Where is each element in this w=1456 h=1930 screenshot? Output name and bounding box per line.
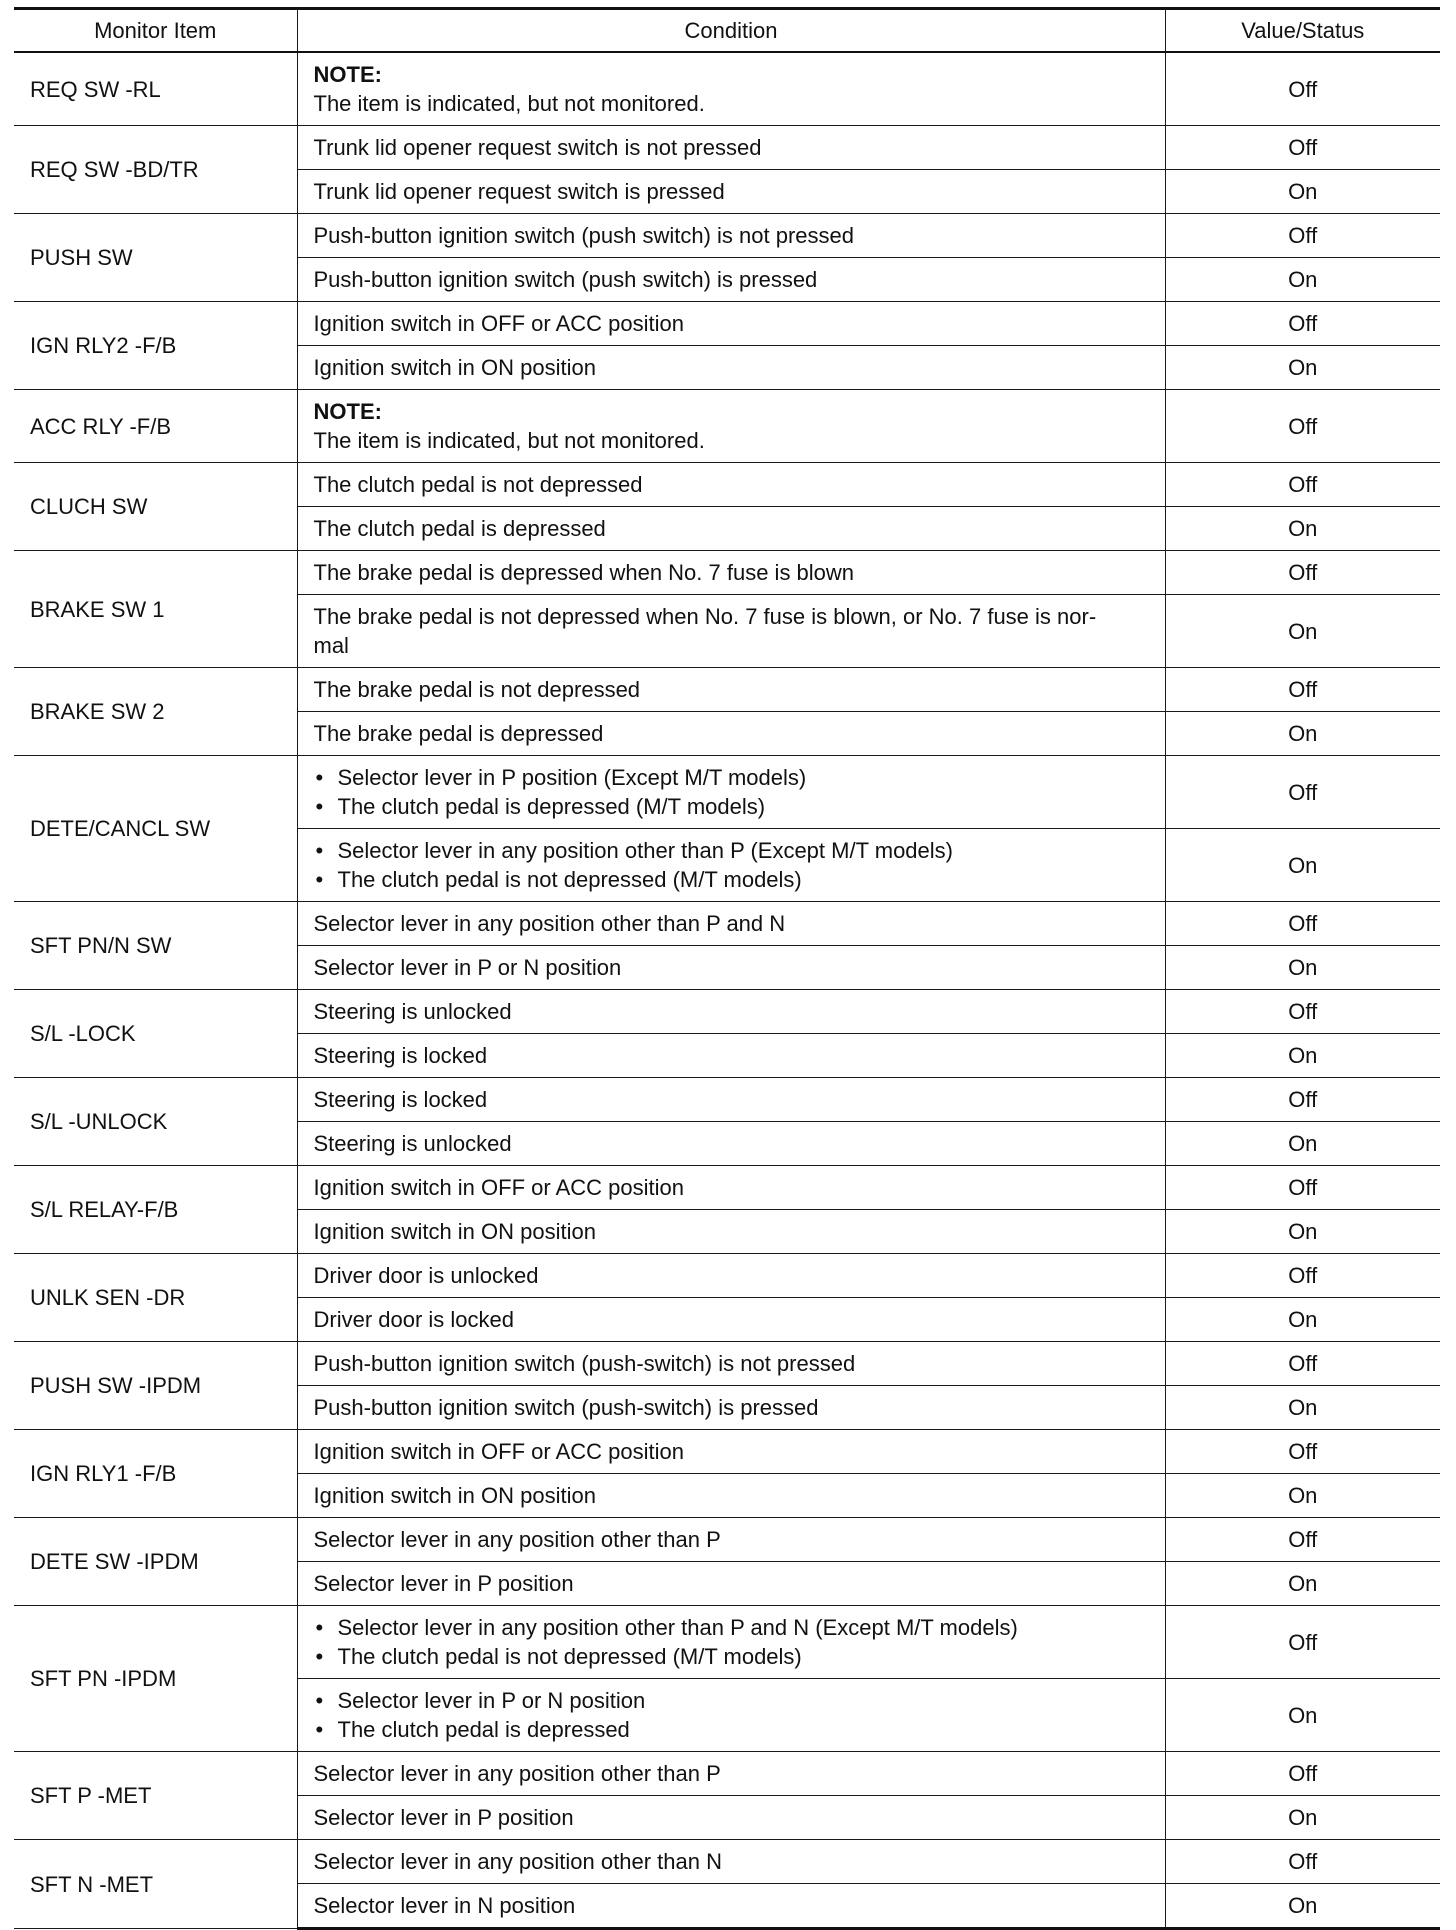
monitor-item-name: SFT N -MET: [14, 1840, 297, 1929]
condition-cell: [297, 1210, 1165, 1254]
monitor-item-name: REQ SW -RL: [14, 52, 297, 126]
monitor-item-name: IGN RLY2 -F/B: [14, 302, 297, 390]
condition-cell: [297, 463, 1165, 507]
condition-bullet: • The clutch pedal is depressed (M/T models): [314, 792, 1149, 821]
condition-cell: [297, 1122, 1165, 1166]
table-row: [14, 668, 1440, 712]
condition-cell: [297, 390, 1165, 463]
condition-bullet: • Selector lever in P or N position: [314, 1686, 1149, 1715]
condition-bullet: • The clutch pedal is not depressed (M/T models): [314, 1642, 1149, 1671]
condition-text: Steering is unlocked: [313, 999, 512, 1024]
monitor-item-name: DETE SW -IPDM: [14, 1518, 297, 1606]
value-status: Off: [1165, 668, 1440, 712]
monitor-item-name: S/L -LOCK: [14, 990, 297, 1078]
value-status: Off: [1165, 390, 1440, 463]
table-row: [14, 390, 1440, 463]
condition-cell: [297, 1254, 1165, 1298]
value-status: On: [1165, 712, 1440, 756]
value-status: On: [1165, 258, 1440, 302]
condition-cell: [297, 551, 1165, 595]
value-status: On: [1165, 595, 1440, 668]
condition-cell: [297, 52, 1165, 126]
condition-bullet-list: [314, 1686, 1149, 1744]
condition-text: Ignition switch in ON position: [313, 1483, 596, 1508]
monitor-item-name: CLUCH SW: [14, 463, 297, 551]
value-status: On: [1165, 1298, 1440, 1342]
note-label: NOTE:: [313, 399, 382, 424]
condition-text: Push-button ignition switch (push-switch) is not pressed: [313, 1351, 856, 1376]
value-status: On: [1165, 1474, 1440, 1518]
condition-cell: [297, 829, 1165, 902]
condition-cell: [297, 214, 1165, 258]
condition-cell: [297, 1078, 1165, 1122]
monitor-item-name: BRAKE SW 1: [14, 551, 297, 668]
table-header-row: [14, 9, 1440, 53]
condition-text: Selector lever in any position other than N: [313, 1849, 722, 1874]
condition-text: The clutch pedal is not depressed: [313, 472, 643, 497]
table-row: [14, 1840, 1440, 1884]
table-row: [14, 990, 1440, 1034]
condition-cell: [297, 1298, 1165, 1342]
monitor-item-name: IGN RLY1 -F/B: [14, 1430, 297, 1518]
condition-text: The clutch pedal is depressed: [313, 516, 606, 541]
condition-text: Selector lever in any position other than P: [313, 1527, 721, 1552]
value-status: On: [1165, 1884, 1440, 1929]
value-status: Off: [1165, 126, 1440, 170]
condition-text: Trunk lid opener request switch is not pressed: [313, 135, 762, 160]
header-value-status: Value/Status: [1165, 9, 1440, 53]
condition-cell: [297, 1679, 1165, 1752]
condition-text: Selector lever in P position: [313, 1805, 574, 1830]
monitor-item-name: BRAKE SW 2: [14, 668, 297, 756]
condition-cell: [297, 507, 1165, 551]
condition-text: The brake pedal is depressed: [313, 721, 604, 746]
condition-cell: [297, 902, 1165, 946]
condition-cell: [297, 1342, 1165, 1386]
condition-cell: [297, 1884, 1165, 1929]
condition-cell: [297, 1430, 1165, 1474]
table-row: [14, 126, 1440, 170]
condition-text: Push-button ignition switch (push switch) is pressed: [313, 267, 818, 292]
condition-bullet-list: [314, 1613, 1149, 1671]
condition-cell: [297, 1840, 1165, 1884]
table-row: [14, 463, 1440, 507]
value-status: On: [1165, 346, 1440, 390]
condition-cell: [297, 1166, 1165, 1210]
table-row: [14, 214, 1440, 258]
condition-text: Driver door is unlocked: [313, 1263, 539, 1288]
value-status: Off: [1165, 902, 1440, 946]
table-row: [14, 756, 1440, 829]
monitor-item-name: S/L -UNLOCK: [14, 1078, 297, 1166]
value-status: Off: [1165, 1752, 1440, 1796]
condition-bullet: • The clutch pedal is depressed: [314, 1715, 1149, 1744]
condition-cell: [297, 1752, 1165, 1796]
value-status: Off: [1165, 990, 1440, 1034]
monitor-item-name: REQ SW -BD/TR: [14, 126, 297, 214]
condition-cell: [297, 668, 1165, 712]
condition-cell: [297, 946, 1165, 990]
table-row: [14, 1166, 1440, 1210]
condition-text: Steering is unlocked: [313, 1131, 512, 1156]
condition-text: Driver door is locked: [313, 1307, 515, 1332]
value-status: On: [1165, 1679, 1440, 1752]
condition-cell: [297, 346, 1165, 390]
condition-bullet-list: [314, 836, 1149, 894]
note-text: The item is indicated, but not monitored.: [313, 91, 705, 116]
value-status: On: [1165, 829, 1440, 902]
condition-text: Steering is locked: [313, 1087, 488, 1112]
condition-text: Ignition switch in ON position: [313, 1219, 596, 1244]
table-row: [14, 551, 1440, 595]
table-body: [14, 52, 1440, 1929]
condition-bullet-list: [314, 763, 1149, 821]
value-status: On: [1165, 1386, 1440, 1430]
monitor-item-name: S/L RELAY-F/B: [14, 1166, 297, 1254]
table-row: [14, 902, 1440, 946]
value-status: On: [1165, 946, 1440, 990]
condition-text: Selector lever in any position other than P: [313, 1761, 721, 1786]
condition-text: Ignition switch in OFF or ACC position: [313, 311, 684, 336]
table-row: [14, 1342, 1440, 1386]
value-status: Off: [1165, 1430, 1440, 1474]
note-label: NOTE:: [313, 62, 382, 87]
condition-bullet: • The clutch pedal is not depressed (M/T models): [314, 865, 1149, 894]
value-status: Off: [1165, 214, 1440, 258]
condition-cell: [297, 302, 1165, 346]
condition-text: The brake pedal is not depressed: [313, 677, 641, 702]
value-status: Off: [1165, 1078, 1440, 1122]
table-row: [14, 1606, 1440, 1679]
condition-text: Ignition switch in ON position: [313, 355, 596, 380]
value-status: On: [1165, 507, 1440, 551]
value-status: On: [1165, 1034, 1440, 1078]
condition-text: The brake pedal is not depressed when No. 7 fuse is blown, or No. 7 fuse is nor- mal: [313, 604, 1097, 658]
condition-cell: [297, 756, 1165, 829]
condition-text: Selector lever in N position: [313, 1893, 576, 1918]
value-status: On: [1165, 1562, 1440, 1606]
value-status: Off: [1165, 1840, 1440, 1884]
condition-cell: [297, 1796, 1165, 1840]
condition-text: The brake pedal is depressed when No. 7 fuse is blown: [313, 560, 855, 585]
value-status: On: [1165, 1122, 1440, 1166]
condition-text: Trunk lid opener request switch is pressed: [313, 179, 725, 204]
condition-cell: [297, 126, 1165, 170]
table-row: [14, 1752, 1440, 1796]
header-condition: Condition: [297, 9, 1165, 53]
table-row: [14, 302, 1440, 346]
condition-text: Steering is locked: [313, 1043, 488, 1068]
table-row: [14, 1518, 1440, 1562]
condition-text: Selector lever in P position: [313, 1571, 574, 1596]
value-status: Off: [1165, 1254, 1440, 1298]
value-status: Off: [1165, 1606, 1440, 1679]
value-status: Off: [1165, 1166, 1440, 1210]
monitor-item-name: UNLK SEN -DR: [14, 1254, 297, 1342]
table-row: [14, 1078, 1440, 1122]
monitor-item-name: SFT PN/N SW: [14, 902, 297, 990]
monitor-item-table: [14, 7, 1440, 1930]
value-status: Off: [1165, 1342, 1440, 1386]
monitor-item-name: ACC RLY -F/B: [14, 390, 297, 463]
condition-cell: [297, 1474, 1165, 1518]
note-text: The item is indicated, but not monitored.: [313, 428, 705, 453]
condition-text: Push-button ignition switch (push switch) is not pressed: [313, 223, 854, 248]
condition-cell: [297, 258, 1165, 302]
value-status: On: [1165, 1210, 1440, 1254]
condition-cell: [297, 712, 1165, 756]
table-row: [14, 52, 1440, 126]
value-status: Off: [1165, 756, 1440, 829]
condition-cell: [297, 1606, 1165, 1679]
condition-text: Ignition switch in OFF or ACC position: [313, 1175, 684, 1200]
value-status: Off: [1165, 302, 1440, 346]
value-status: Off: [1165, 463, 1440, 507]
header-monitor-item: Monitor Item: [14, 9, 297, 53]
condition-cell: [297, 170, 1165, 214]
condition-cell: [297, 990, 1165, 1034]
condition-text: Selector lever in any position other than P and N: [313, 911, 786, 936]
monitor-item-name: SFT PN -IPDM: [14, 1606, 297, 1752]
monitor-item-name: PUSH SW: [14, 214, 297, 302]
value-status: On: [1165, 170, 1440, 214]
monitor-item-name: SFT P -MET: [14, 1752, 297, 1840]
value-status: On: [1165, 1796, 1440, 1840]
condition-text: Ignition switch in OFF or ACC position: [313, 1439, 684, 1464]
condition-text: Push-button ignition switch (push-switch) is pressed: [313, 1395, 819, 1420]
value-status: Off: [1165, 1518, 1440, 1562]
table-row: [14, 1430, 1440, 1474]
condition-cell: [297, 1386, 1165, 1430]
condition-cell: [297, 1562, 1165, 1606]
monitor-item-name: DETE/CANCL SW: [14, 756, 297, 902]
condition-bullet: • Selector lever in any position other than P (Except M/T models): [314, 836, 1149, 865]
condition-cell: [297, 1034, 1165, 1078]
condition-text: Selector lever in P or N position: [313, 955, 622, 980]
condition-cell: [297, 595, 1165, 668]
monitor-item-name: PUSH SW -IPDM: [14, 1342, 297, 1430]
value-status: Off: [1165, 52, 1440, 126]
table-row: [14, 1254, 1440, 1298]
condition-cell: [297, 1518, 1165, 1562]
condition-bullet: • Selector lever in P position (Except M/T models): [314, 763, 1149, 792]
condition-bullet: • Selector lever in any position other than P and N (Except M/T models): [314, 1613, 1149, 1642]
value-status: Off: [1165, 551, 1440, 595]
